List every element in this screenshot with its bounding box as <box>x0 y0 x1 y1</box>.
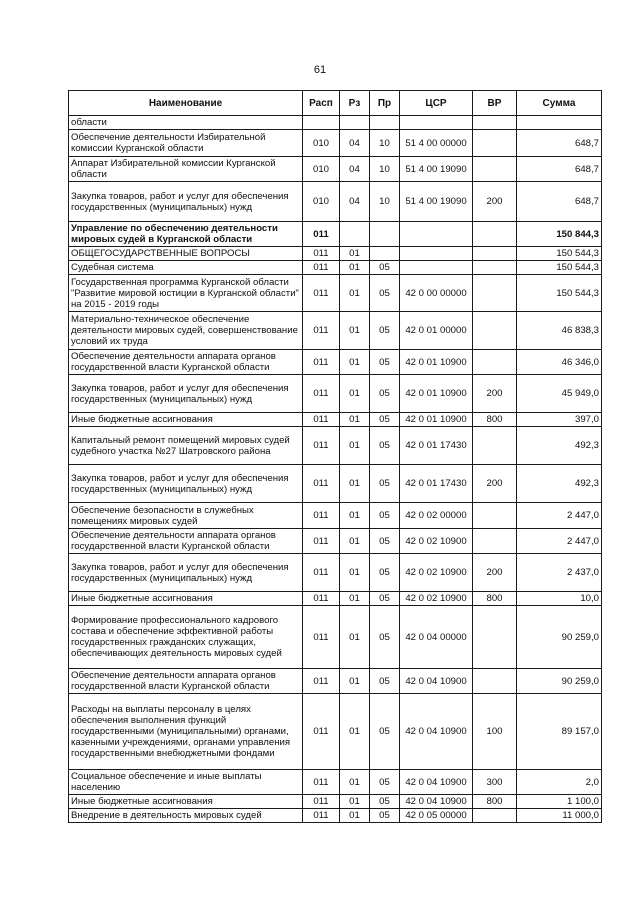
cell-rz: 01 <box>340 529 370 554</box>
cell-csr: 42 0 04 10900 <box>400 669 473 694</box>
cell-rz: 04 <box>340 130 370 157</box>
table-row <box>69 465 602 503</box>
cell-rasp: 011 <box>303 427 340 465</box>
cell-csr: 42 0 02 10900 <box>400 592 473 606</box>
cell-vr: 800 <box>473 592 517 606</box>
cell-sum: 89 157,0 <box>517 694 602 770</box>
cell-sum: 648,7 <box>517 182 602 222</box>
cell-rz: 01 <box>340 275 370 312</box>
cell-csr: 42 0 02 10900 <box>400 529 473 554</box>
cell-name: Материально-техническое обеспечение деятельности мировых судей, совершенствование условий их труда <box>69 312 303 350</box>
cell-rz: 04 <box>340 182 370 222</box>
cell-rasp: 011 <box>303 375 340 413</box>
cell-rasp: 010 <box>303 182 340 222</box>
cell-name: Государственная программа Курганской области "Развитие мировой юстиции в Курганской области" на 2015 - 2019 годы <box>69 275 303 312</box>
cell-sum: 45 949,0 <box>517 375 602 413</box>
table-row <box>69 312 602 350</box>
cell-pr: 05 <box>370 795 400 809</box>
table-row <box>69 116 602 130</box>
cell-rz: 01 <box>340 592 370 606</box>
table-row <box>69 795 602 809</box>
cell-rz: 01 <box>340 312 370 350</box>
cell-sum: 2 447,0 <box>517 529 602 554</box>
table-row <box>69 375 602 413</box>
cell-sum <box>517 116 602 130</box>
cell-csr: 42 0 01 10900 <box>400 375 473 413</box>
cell-rz: 01 <box>340 669 370 694</box>
table-row <box>69 182 602 222</box>
cell-csr: 42 0 00 00000 <box>400 275 473 312</box>
cell-name: ОБЩЕГОСУДАРСТВЕННЫЕ ВОПРОСЫ <box>69 247 303 261</box>
cell-sum: 150 544,3 <box>517 261 602 275</box>
cell-pr: 05 <box>370 606 400 669</box>
cell-vr <box>473 350 517 375</box>
cell-name: области <box>69 116 303 130</box>
table-row <box>69 157 602 182</box>
cell-rz: 01 <box>340 350 370 375</box>
cell-vr <box>473 222 517 247</box>
cell-name: Закупка товаров, работ и услуг для обеспечения государственных (муниципальных) нужд <box>69 182 303 222</box>
table-row <box>69 592 602 606</box>
cell-vr: 200 <box>473 182 517 222</box>
cell-rz: 04 <box>340 157 370 182</box>
cell-rz: 01 <box>340 554 370 592</box>
cell-vr <box>473 116 517 130</box>
header-rasp: Расп <box>303 91 340 116</box>
cell-sum: 10,0 <box>517 592 602 606</box>
cell-vr <box>473 157 517 182</box>
cell-vr <box>473 529 517 554</box>
table-row <box>69 222 602 247</box>
cell-pr: 05 <box>370 669 400 694</box>
cell-csr: 42 0 04 10900 <box>400 770 473 795</box>
cell-rasp: 010 <box>303 157 340 182</box>
cell-name: Обеспечение безопасности в служебных помещениях мировых судей <box>69 503 303 529</box>
cell-sum: 150 544,3 <box>517 247 602 261</box>
table-row <box>69 606 602 669</box>
table-row <box>69 130 602 157</box>
cell-vr <box>473 312 517 350</box>
cell-sum: 150 844,3 <box>517 222 602 247</box>
cell-pr: 05 <box>370 465 400 503</box>
cell-csr: 42 0 01 10900 <box>400 413 473 427</box>
table-row <box>69 503 602 529</box>
cell-rz: 01 <box>340 809 370 823</box>
cell-name: Обеспечение деятельности аппарата органов государственной власти Курганской области <box>69 350 303 375</box>
cell-sum: 492,3 <box>517 465 602 503</box>
cell-name: Социальное обеспечение и иные выплаты населению <box>69 770 303 795</box>
header-vr: ВР <box>473 91 517 116</box>
cell-rz: 01 <box>340 247 370 261</box>
table-row <box>69 694 602 770</box>
cell-csr: 42 0 04 10900 <box>400 795 473 809</box>
cell-csr <box>400 261 473 275</box>
cell-rasp: 011 <box>303 350 340 375</box>
cell-rz: 01 <box>340 694 370 770</box>
cell-vr: 800 <box>473 795 517 809</box>
cell-rz: 01 <box>340 465 370 503</box>
cell-rz <box>340 116 370 130</box>
cell-name: Управление по обеспечению деятельности мировых судей в Курганской области <box>69 222 303 247</box>
cell-pr: 05 <box>370 592 400 606</box>
cell-name: Иные бюджетные ассигнования <box>69 795 303 809</box>
cell-vr <box>473 427 517 465</box>
cell-pr: 05 <box>370 427 400 465</box>
cell-vr: 100 <box>473 694 517 770</box>
cell-csr <box>400 116 473 130</box>
cell-rasp: 011 <box>303 809 340 823</box>
cell-sum: 648,7 <box>517 130 602 157</box>
cell-pr: 05 <box>370 554 400 592</box>
table-row <box>69 275 602 312</box>
cell-vr <box>473 130 517 157</box>
cell-rasp: 011 <box>303 261 340 275</box>
cell-sum: 2 447,0 <box>517 503 602 529</box>
cell-pr: 05 <box>370 413 400 427</box>
cell-pr <box>370 222 400 247</box>
cell-pr: 05 <box>370 809 400 823</box>
cell-pr: 05 <box>370 529 400 554</box>
cell-pr <box>370 116 400 130</box>
cell-rasp: 011 <box>303 275 340 312</box>
cell-rasp: 011 <box>303 413 340 427</box>
cell-pr: 10 <box>370 130 400 157</box>
cell-rasp: 011 <box>303 465 340 503</box>
table-row <box>69 427 602 465</box>
table-row <box>69 770 602 795</box>
cell-rasp: 011 <box>303 694 340 770</box>
cell-name: Аппарат Избирательной комиссии Курганской области <box>69 157 303 182</box>
cell-pr: 05 <box>370 350 400 375</box>
cell-name: Обеспечение деятельности Избирательной комиссии Курганской области <box>69 130 303 157</box>
cell-csr: 42 0 01 17430 <box>400 427 473 465</box>
cell-csr: 42 0 01 00000 <box>400 312 473 350</box>
header-name: Наименование <box>69 91 303 116</box>
cell-csr <box>400 247 473 261</box>
cell-rasp: 011 <box>303 312 340 350</box>
table-row <box>69 529 602 554</box>
table-row <box>69 350 602 375</box>
header-row <box>69 91 602 116</box>
cell-name: Закупка товаров, работ и услуг для обеспечения государственных (муниципальных) нужд <box>69 554 303 592</box>
cell-vr: 300 <box>473 770 517 795</box>
cell-csr: 51 4 00 19090 <box>400 157 473 182</box>
cell-csr: 42 0 02 00000 <box>400 503 473 529</box>
budget-table <box>68 90 602 823</box>
cell-rz: 01 <box>340 770 370 795</box>
cell-sum: 648,7 <box>517 157 602 182</box>
cell-rasp: 011 <box>303 529 340 554</box>
cell-pr: 10 <box>370 182 400 222</box>
cell-pr: 05 <box>370 503 400 529</box>
cell-name: Обеспечение деятельности аппарата органов государственной власти Курганской области <box>69 529 303 554</box>
cell-csr: 42 0 04 00000 <box>400 606 473 669</box>
cell-vr: 800 <box>473 413 517 427</box>
cell-sum: 2,0 <box>517 770 602 795</box>
cell-rasp: 011 <box>303 222 340 247</box>
cell-pr: 05 <box>370 275 400 312</box>
cell-name: Судебная система <box>69 261 303 275</box>
cell-pr: 10 <box>370 157 400 182</box>
cell-vr: 200 <box>473 375 517 413</box>
cell-vr <box>473 275 517 312</box>
cell-vr <box>473 503 517 529</box>
cell-rz: 01 <box>340 413 370 427</box>
cell-vr <box>473 261 517 275</box>
cell-name: Обеспечение деятельности аппарата органов государственной власти Курганской области <box>69 669 303 694</box>
cell-csr: 42 0 02 10900 <box>400 554 473 592</box>
cell-pr <box>370 247 400 261</box>
cell-sum: 1 100,0 <box>517 795 602 809</box>
cell-rasp: 011 <box>303 770 340 795</box>
cell-sum: 397,0 <box>517 413 602 427</box>
table-row <box>69 247 602 261</box>
cell-name: Закупка товаров, работ и услуг для обеспечения государственных (муниципальных) нужд <box>69 465 303 503</box>
cell-pr: 05 <box>370 312 400 350</box>
cell-vr: 200 <box>473 465 517 503</box>
cell-rz: 01 <box>340 375 370 413</box>
cell-csr: 42 0 04 10900 <box>400 694 473 770</box>
cell-name: Расходы на выплаты персоналу в целях обеспечения выполнения функций государственными (муниципальными) органами, казенными учреждениями, органами управления государственными внебюджетными фондами <box>69 694 303 770</box>
cell-rasp <box>303 116 340 130</box>
table-row <box>69 261 602 275</box>
cell-sum: 2 437,0 <box>517 554 602 592</box>
cell-name: Иные бюджетные ассигнования <box>69 413 303 427</box>
cell-csr: 42 0 01 10900 <box>400 350 473 375</box>
cell-name: Закупка товаров, работ и услуг для обеспечения государственных (муниципальных) нужд <box>69 375 303 413</box>
cell-name: Формирование профессионального кадрового состава и обеспечение эффективной работы государственных гражданских служащих, обеспечивающих деятельность мировых судей <box>69 606 303 669</box>
table-row <box>69 809 602 823</box>
cell-rasp: 010 <box>303 130 340 157</box>
header-pr: Пр <box>370 91 400 116</box>
cell-name: Иные бюджетные ассигнования <box>69 592 303 606</box>
cell-rasp: 011 <box>303 669 340 694</box>
cell-name: Капитальный ремонт помещений мировых судей судебного участка №27 Шатровского района <box>69 427 303 465</box>
cell-sum: 492,3 <box>517 427 602 465</box>
table-row <box>69 413 602 427</box>
cell-vr <box>473 809 517 823</box>
cell-rz: 01 <box>340 606 370 669</box>
table-body <box>69 116 602 823</box>
cell-rz <box>340 222 370 247</box>
cell-sum: 46 346,0 <box>517 350 602 375</box>
header-rz: Рз <box>340 91 370 116</box>
cell-rasp: 011 <box>303 795 340 809</box>
cell-pr: 05 <box>370 770 400 795</box>
cell-name: Внедрение в деятельность мировых судей <box>69 809 303 823</box>
table-row <box>69 554 602 592</box>
cell-csr: 51 4 00 00000 <box>400 130 473 157</box>
header-sum: Сумма <box>517 91 602 116</box>
cell-vr <box>473 669 517 694</box>
cell-rz: 01 <box>340 261 370 275</box>
cell-rasp: 011 <box>303 606 340 669</box>
cell-rz: 01 <box>340 503 370 529</box>
cell-vr <box>473 606 517 669</box>
cell-pr: 05 <box>370 261 400 275</box>
cell-rasp: 011 <box>303 247 340 261</box>
cell-vr <box>473 247 517 261</box>
cell-pr: 05 <box>370 694 400 770</box>
cell-rz: 01 <box>340 795 370 809</box>
cell-rasp: 011 <box>303 554 340 592</box>
table-row <box>69 669 602 694</box>
cell-sum: 90 259,0 <box>517 606 602 669</box>
cell-rasp: 011 <box>303 503 340 529</box>
cell-sum: 150 544,3 <box>517 275 602 312</box>
cell-rasp: 011 <box>303 592 340 606</box>
cell-csr <box>400 222 473 247</box>
cell-csr: 42 0 05 00000 <box>400 809 473 823</box>
cell-pr: 05 <box>370 375 400 413</box>
cell-vr: 200 <box>473 554 517 592</box>
cell-csr: 42 0 01 17430 <box>400 465 473 503</box>
cell-sum: 11 000,0 <box>517 809 602 823</box>
cell-rz: 01 <box>340 427 370 465</box>
cell-csr: 51 4 00 19090 <box>400 182 473 222</box>
page-number: 61 <box>313 64 327 76</box>
cell-sum: 46 838,3 <box>517 312 602 350</box>
cell-sum: 90 259,0 <box>517 669 602 694</box>
header-csr: ЦСР <box>400 91 473 116</box>
